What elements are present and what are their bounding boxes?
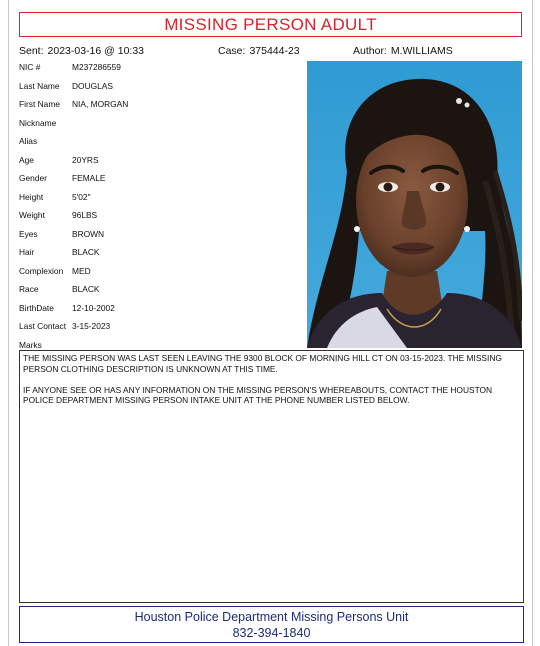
contact-footer <box>19 606 524 643</box>
field-value: 3-15-2023 <box>72 321 111 331</box>
page-border-right <box>532 0 533 646</box>
field-label: Hair <box>19 247 35 257</box>
narrative-last-seen: THE MISSING PERSON WAS LAST SEEN LEAVING THE 9300 BLOCK OF MORNING HILL CT ON 03-15-2023. THE MISSING PERSON CLOTHING DESCRIPTION IS UNKNOWN AT THIS TIME. <box>23 353 502 374</box>
field-label: Nickname <box>19 118 57 128</box>
sent-info <box>19 45 144 57</box>
portrait-illustration <box>307 61 522 348</box>
field-value: M237286559 <box>72 62 121 72</box>
field-label: NIC # <box>19 62 41 72</box>
field-label: Race <box>19 284 39 294</box>
narrative-box <box>19 350 524 603</box>
author-info <box>353 45 453 57</box>
field-label: Age <box>19 155 34 165</box>
case-info <box>218 45 300 57</box>
person-photo <box>307 61 522 348</box>
narrative-contact: IF ANYONE SEE OR HAS ANY INFORMATION ON THE MISSING PERSON'S WHEREABOUTS, CONTACT THE HOUSTON POLICE DEPARTMENT MISSING PERSON INTAKE UNIT AT THE PHONE NUMBER LISTED BELOW. <box>23 384 493 405</box>
field-value: 20YRS <box>72 155 99 165</box>
field-label: Height <box>19 192 44 202</box>
field-value: BLACK <box>72 247 100 257</box>
field-label: Last Name <box>19 81 60 91</box>
footer-phone: 832-394-1840 <box>232 625 311 640</box>
field-label: Eyes <box>19 229 38 239</box>
page-border-left <box>8 0 9 646</box>
field-value: 5'02" <box>72 192 91 202</box>
sent-label: Sent: <box>19 45 44 57</box>
field-value: BROWN <box>72 229 105 239</box>
title-banner <box>19 12 522 37</box>
field-value: MED <box>72 266 91 276</box>
page-title: MISSING PERSON ADULT <box>164 14 377 34</box>
field-label: Last Contact <box>19 321 67 331</box>
field-label: Weight <box>19 210 45 220</box>
field-label: Complexion <box>19 266 64 276</box>
author-label: Author: <box>353 45 387 57</box>
case-value: 375444-23 <box>249 45 300 57</box>
field-value: NIA, MORGAN <box>72 99 129 109</box>
field-value: BLACK <box>72 284 100 294</box>
field-value: FEMALE <box>72 173 106 183</box>
field-label: BirthDate <box>19 303 54 313</box>
field-label: Marks <box>19 340 42 350</box>
field-value: DOUGLAS <box>72 81 113 91</box>
sent-value: 2023-03-16 @ 10:33 <box>47 45 145 57</box>
field-label: Gender <box>19 173 47 183</box>
author-value: M.WILLIAMS <box>390 45 453 57</box>
case-label: Case: <box>218 45 246 57</box>
field-value: 12-10-2002 <box>72 303 115 313</box>
field-label: Alias <box>19 136 38 146</box>
field-label: First Name <box>19 99 60 109</box>
field-value: 96LBS <box>72 210 98 220</box>
footer-unit-name: Houston Police Department Missing Persons Unit <box>134 609 409 624</box>
